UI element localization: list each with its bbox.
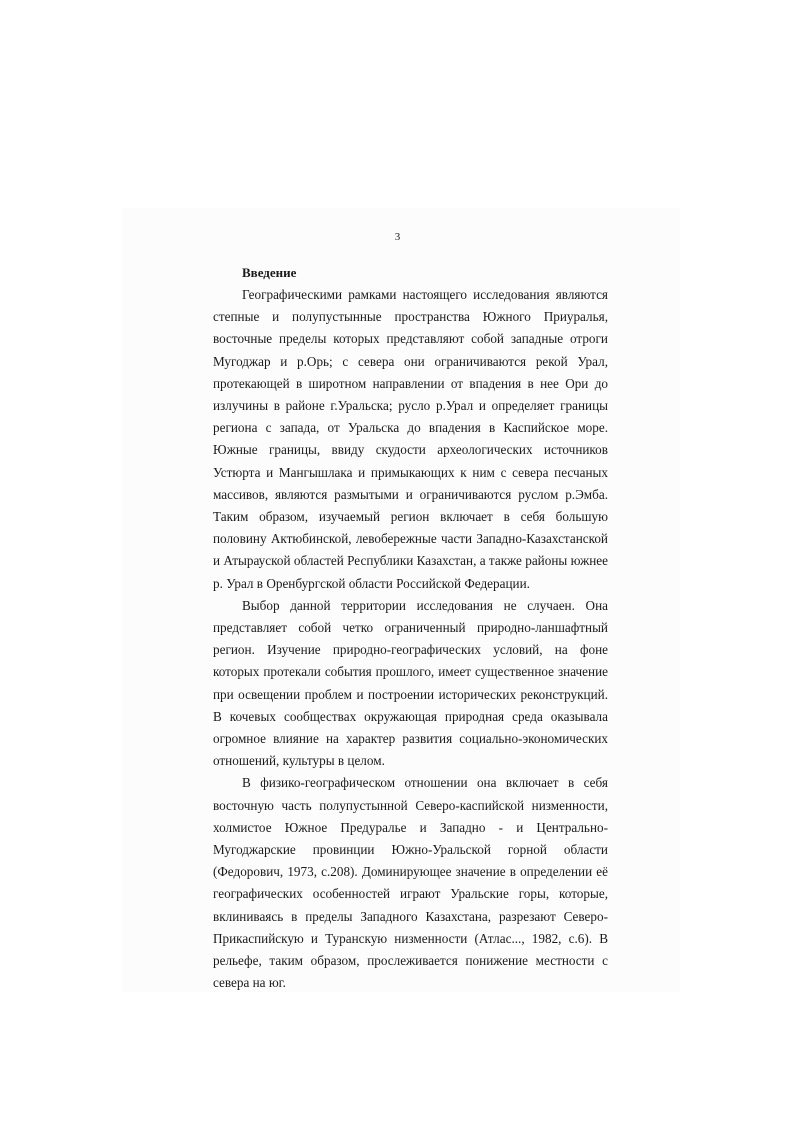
paragraph-territory-choice: Выбор данной территории исследования не случаен. Она представляет собой четко ограниченный природно-ланшафтный регион. Изучение природно-географических условий, на фоне которых протекали события прошлого, имеет существенное значение при освещении проблем и построении исторических реконструкций. В кочевых сообществах окружающая природная среда оказывала огромное влияние на характер развития социально-экономических отношений, культуры в целом. [213,597,608,769]
section-heading: Введение [242,265,297,280]
paragraph-physical-geography: В физико-географическом отношении она включает в себя восточную часть полупустынной Северо-каспийской низменности, холмистое Южное Предуралье и Западно - и Центрально-Мугоджарские провинции Южно-Уральской горной области (Федорович, 1973, с.208). Доминирующее значение в определении её географических особенностей играют Уральские горы, которые, вклиниваясь в пределы Западного Казахстана, разрезают Северо-Прикаспийскую и Туранскую низменности (Атлас..., 1982, с.6). В рельефе, таким образом, прослеживается понижение местности с севера на юг. [213,775,608,991]
page-number: 3 [394,231,401,243]
paragraph-geography-bounds: Географическими рамками настоящего исследования являются степные и полупустынные пространства Южного Приуралья, восточные пределы которых представляют собой западные отроги Мугоджар и р.Орь; с севера они ограничиваются рекой Урал, протекающей в широтном направлении от впадения в нее Ори до излучины в районе г.Уральска; русло р.Урал и определяет границы региона с запада, от Уральска до впадения в Каспийское море. Южные границы, ввиду скудости археологических источников Устюрта и Мангышлака и примыкающих к ним с севера песчаных массивов, являются размытыми и ограничиваются руслом р.Эмба. Таким образом, изучаемый регион включает в себя большую половину Актюбинской, левобережные части Западно-Казахстанской и Атырауской областей Республики Казахстан, а также районы южнее р. Урал в Оренбургской области Российской Федерации. [213,287,608,591]
page-content [213,262,608,995]
